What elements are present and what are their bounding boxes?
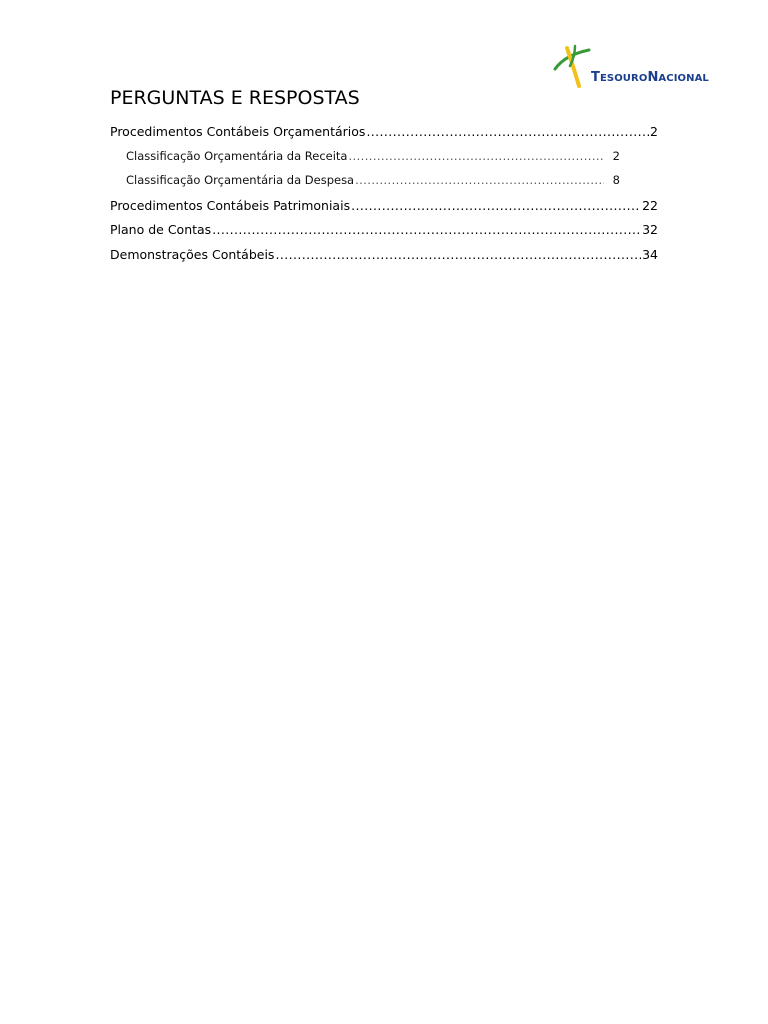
toc-entry-page: 34 <box>642 246 658 262</box>
toc-dot-leader <box>348 149 603 163</box>
toc-entry-page: 2 <box>612 148 620 163</box>
toc-dot-leader <box>351 198 641 213</box>
toc-entry-plano-de-contas[interactable] <box>110 222 658 247</box>
toc-entry-label: Procedimentos Contábeis Orçamentários <box>110 124 366 139</box>
toc-entry-page: 32 <box>642 222 658 237</box>
table-of-contents <box>110 124 658 271</box>
toc-entry-label: Classificação Orçamentária da Despesa <box>126 173 355 187</box>
toc-entry-label: Plano de Contas <box>110 222 212 237</box>
toc-dot-leader <box>366 124 649 139</box>
toc-dot-leader <box>212 222 641 237</box>
toc-entry-label: Procedimentos Contábeis Patrimoniais <box>110 197 351 213</box>
toc-entry-label: Classificação Orçamentária da Receita <box>126 148 348 163</box>
toc-entry-classificacao-receita[interactable] <box>110 149 658 174</box>
tesouro-nacional-logo-mark-icon <box>553 44 593 90</box>
toc-entry-demonstracoes-contabeis[interactable] <box>110 247 658 272</box>
toc-dot-leader <box>355 173 604 187</box>
page-title: PERGUNTAS E RESPOSTAS <box>110 87 360 109</box>
toc-entry-label: Demonstrações Contábeis <box>110 246 275 262</box>
tesouro-nacional-logo <box>553 44 723 90</box>
toc-entry-procedimentos-patrimoniais[interactable] <box>110 198 658 223</box>
toc-entry-page: 8 <box>612 173 620 187</box>
logo-wordmark: TESOURONACIONAL <box>591 70 709 85</box>
toc-dot-leader <box>275 247 641 262</box>
toc-entry-classificacao-despesa[interactable] <box>110 173 658 198</box>
toc-entry-page: 2 <box>650 124 658 139</box>
toc-entry-page: 22 <box>642 197 658 213</box>
toc-entry-procedimentos-orcamentarios[interactable] <box>110 124 658 149</box>
